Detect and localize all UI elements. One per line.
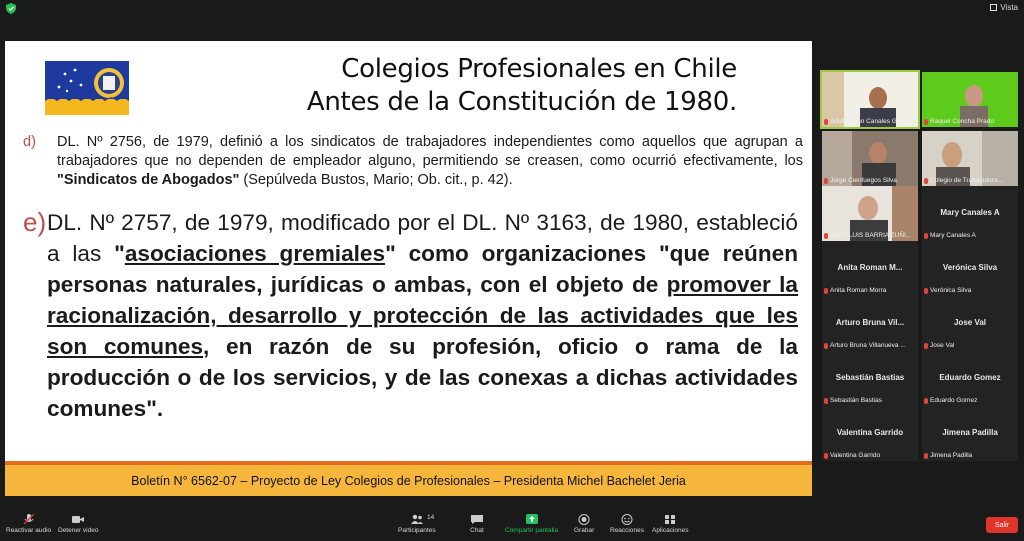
record-button[interactable]: Grabar (574, 514, 594, 534)
participant-name: Arturo Bruna Vil... (835, 318, 905, 327)
top-bar (0, 0, 1024, 18)
participant-tile[interactable] (822, 241, 918, 296)
mic-muted-icon (824, 398, 828, 404)
participant-caption: Jimena Padilla (924, 452, 972, 459)
participant-name: Valentina Garrido (836, 428, 904, 437)
share-screen-button[interactable]: Compartir pantalla (505, 514, 558, 534)
participant-caption: JOSE LUIS BARRIA ZUÑI... (824, 232, 911, 239)
participant-tile[interactable] (822, 131, 918, 186)
mic-muted-icon (924, 233, 928, 239)
chat-button[interactable]: Chat (470, 514, 484, 534)
slide-footer: Boletín N° 6562-07 – Proyecto de Ley Colegios de Profesionales – Presidenta Michel Bachelet Jeria (5, 461, 812, 496)
shared-slide (5, 41, 812, 496)
participant-tile[interactable] (822, 186, 918, 241)
item-d-marker: d) (23, 134, 36, 150)
mic-muted-icon (824, 453, 828, 459)
slide-title-line2: Antes de la Constitución de 1980. (306, 87, 737, 117)
participant-caption: Sebastián Bastias (824, 397, 882, 404)
participant-caption: Eduardo Gomez (924, 397, 977, 404)
participant-name: Mary Canales A (940, 208, 1000, 217)
apps-button[interactable]: Aplicaciones (652, 514, 689, 534)
mic-muted-icon (824, 178, 828, 184)
item-d (23, 133, 803, 190)
mic-muted-icon (824, 288, 828, 294)
view-label: Vista (1000, 3, 1018, 12)
slide-title (307, 53, 737, 119)
participant-tile[interactable] (822, 72, 918, 127)
participant-caption: Valentina Garrido (824, 452, 880, 459)
stop-video-button[interactable]: Detener video (58, 514, 98, 534)
item-e-marker: e) (23, 207, 47, 237)
item-d-text: DL. Nº 2756, de 1979, definió a los sindicatos de trabajadores independientes como aquellos que agrupan a trabajadores que no dependen de empleador alguno, permitiendo se creasen, como ocurrió efectivamente, los "Sindicatos de Abogados" (Sepúlveda Bustos, Mario; Ob. cit., p. 42). (57, 134, 803, 188)
participant-name: Verónica Silva (942, 263, 998, 272)
mic-muted-icon (824, 343, 828, 349)
participant-tile[interactable] (922, 241, 1018, 296)
participant-caption: Raquel Concha Prado (924, 118, 994, 125)
meeting-toolbar (0, 506, 1024, 541)
participant-name: Jose Val (953, 318, 987, 327)
participant-name: Eduardo Gomez (939, 373, 1001, 382)
participant-name: Sebastián Bastias (835, 373, 905, 382)
participant-caption: Verónica Silva (924, 287, 971, 294)
mic-muted-icon (924, 453, 928, 459)
participant-tile[interactable] (822, 296, 918, 351)
mic-muted-icon (924, 119, 928, 125)
participant-caption: Colegio de Trabajadora... (924, 177, 1003, 184)
participant-tile[interactable] (922, 186, 1018, 241)
participant-caption: Jorge Cienfuegos Silva (824, 177, 897, 184)
unmute-button[interactable]: Reactivar audio (6, 514, 51, 534)
mic-muted-icon (924, 288, 928, 294)
video-camera-icon (71, 514, 85, 525)
share-screen-icon (525, 514, 539, 525)
participant-caption: Anita Roman Morra (824, 287, 886, 294)
mic-muted-icon (924, 398, 928, 404)
participant-tile[interactable] (822, 351, 918, 406)
participant-tile[interactable] (922, 296, 1018, 351)
mic-muted-icon (924, 343, 928, 349)
participant-name: Jimena Padilla (942, 428, 998, 437)
participants-icon (410, 514, 424, 525)
participants-button[interactable]: Participantes (398, 514, 436, 534)
participant-tile[interactable] (922, 72, 1018, 127)
slide-title-line1: Colegios Profesionales en Chile (341, 54, 737, 84)
participant-tile[interactable] (922, 131, 1018, 186)
participant-caption: Jose Val (924, 342, 954, 349)
participant-caption: Arturo Bruna Villanueva ... (824, 342, 906, 349)
mic-muted-icon (924, 178, 928, 184)
grid-icon (990, 4, 997, 11)
chat-icon (470, 514, 484, 525)
participant-caption: Mary Canales A (924, 232, 976, 239)
smiley-icon (620, 514, 634, 525)
mic-off-icon (22, 514, 36, 525)
record-icon (577, 514, 591, 525)
item-e (23, 207, 798, 424)
participant-tile[interactable] (822, 406, 918, 461)
participant-caption: Adolfo Juan Canales Guent... (824, 118, 915, 125)
shield-icon[interactable] (6, 3, 16, 14)
view-button[interactable] (990, 3, 1018, 12)
participant-tile[interactable] (922, 351, 1018, 406)
item-e-text: DL. Nº 2757, de 1979, modificado por el DL. Nº 3163, de 1980, estableció a las "asociaciones gremiales" como organizaciones "que reúnen personas naturales, jurídicas o ambas, con el objeto de promover la racionalización, desarrollo y protección de las actividades que les son comunes, en razón de su profesión, oficio o rama de la producción o de los servicios, y de las conexas a dichas actividades comunes". (47, 210, 798, 421)
flag-logo (45, 61, 129, 115)
leave-button[interactable]: Salir (986, 517, 1018, 533)
apps-icon (663, 514, 677, 525)
mic-muted-icon (824, 119, 828, 125)
mic-muted-icon (824, 233, 828, 239)
participant-name: Anita Roman M... (837, 263, 903, 272)
reactions-button[interactable]: Reacciones (610, 514, 644, 534)
participant-tile[interactable] (922, 406, 1018, 461)
participants-count: 14 (427, 514, 435, 521)
